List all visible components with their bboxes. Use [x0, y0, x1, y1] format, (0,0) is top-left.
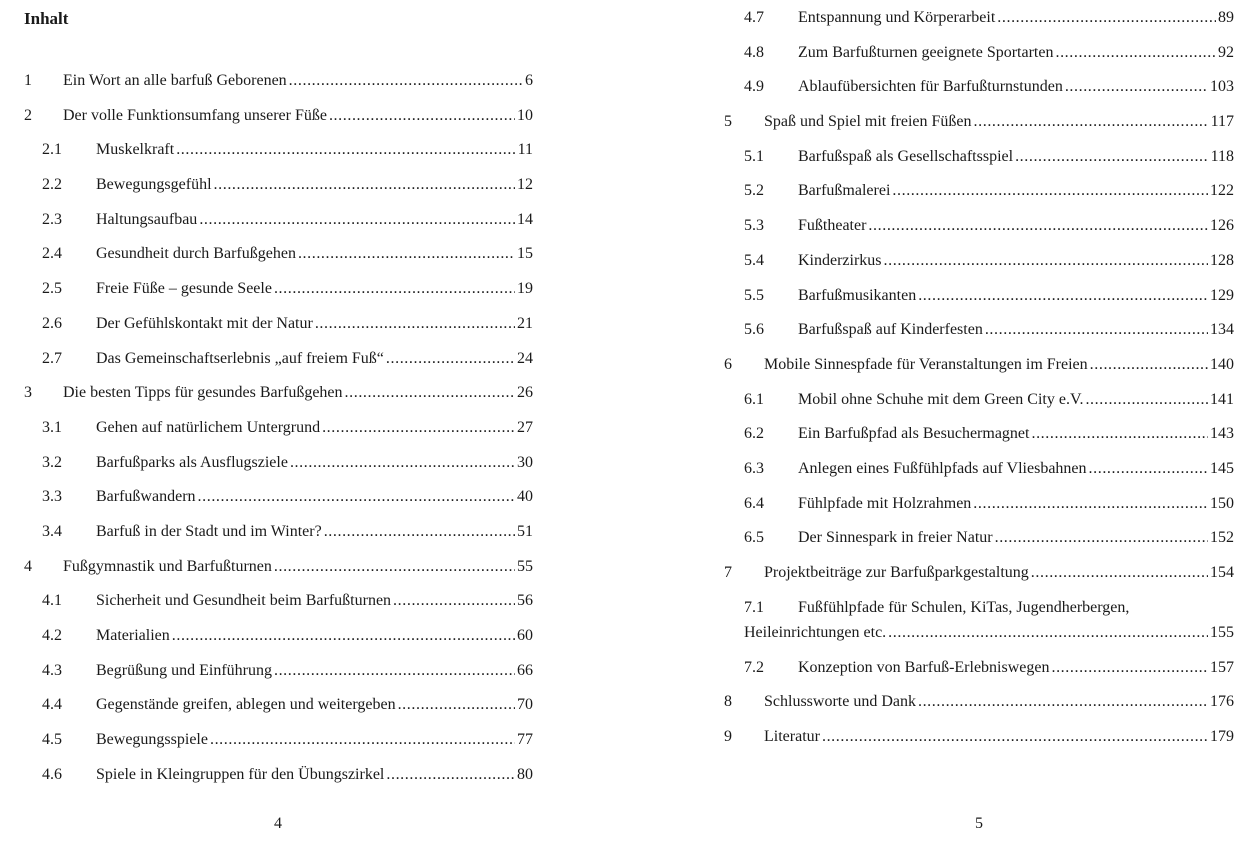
- dot-leader: [210, 730, 515, 750]
- dot-leader: [1090, 355, 1208, 375]
- toc-entry[interactable]: [0, 383, 560, 418]
- entry-page: 21: [517, 314, 533, 332]
- entry-title: Die besten Tipps für gesundes Barfußgehen: [63, 384, 343, 402]
- dot-leader: [985, 320, 1208, 340]
- entry-title: Der volle Funktionsumfang unserer Füße: [63, 106, 327, 124]
- entry-title: Projektbeiträge zur Barfußparkgestaltung: [764, 564, 1029, 581]
- entry-page: 60: [517, 627, 533, 644]
- entry-number: 5.1: [744, 147, 764, 165]
- toc-entry[interactable]: [0, 418, 560, 453]
- right-page: [700, 0, 1258, 841]
- toc-entry[interactable]: [700, 598, 1258, 658]
- entry-page: 179: [1210, 728, 1234, 746]
- toc-entry[interactable]: [700, 77, 1258, 112]
- dot-leader: [884, 251, 1208, 271]
- entry-number: 4.7: [744, 9, 764, 26]
- dot-leader: [324, 522, 515, 542]
- entry-number: 5.5: [744, 286, 764, 304]
- entry-page: 40: [517, 488, 533, 506]
- entry-title: Barfußwandern: [96, 488, 196, 506]
- dot-leader: [329, 106, 515, 126]
- toc-entry[interactable]: [700, 459, 1258, 494]
- entry-number: 9: [724, 728, 732, 746]
- entry-title: Kinderzirkus: [798, 251, 882, 269]
- entry-title: Ablaufübersichten für Barfußturnstunden: [798, 78, 1063, 96]
- entry-page: 141: [1210, 390, 1234, 408]
- entry-title-line2: Heileinrichtungen etc.: [744, 623, 887, 641]
- dot-leader: [868, 216, 1208, 236]
- entry-page: 155: [1210, 623, 1234, 641]
- dot-leader: [199, 210, 515, 230]
- entry-number: 2.5: [42, 280, 62, 298]
- entry-title: Materialien: [96, 627, 170, 644]
- dot-leader: [214, 175, 515, 195]
- entry-title: Gehen auf natürlichem Untergrund: [96, 418, 321, 436]
- entry-number: 5.2: [744, 182, 764, 200]
- entry-title: Haltungsaufbau: [96, 210, 198, 228]
- entry-title: Der Gefühlskontakt mit der Natur: [96, 314, 313, 332]
- dot-leader: [918, 286, 1208, 306]
- toc-entry[interactable]: [700, 390, 1258, 425]
- entry-page: 15: [517, 245, 533, 263]
- toc-entry[interactable]: [0, 106, 560, 141]
- entry-page: 12: [517, 176, 533, 194]
- entry-page: 77: [517, 731, 533, 749]
- toc-list-right: [700, 8, 1258, 762]
- entry-page: 70: [517, 696, 533, 714]
- entry-number: 4.9: [744, 78, 764, 96]
- entry-number: 6.3: [744, 459, 764, 477]
- entry-number: 4.8: [744, 43, 764, 61]
- toc-entry[interactable]: [0, 522, 560, 557]
- entry-number: 3.2: [42, 453, 62, 471]
- toc-entry[interactable]: [0, 210, 560, 245]
- dot-leader: [290, 453, 515, 473]
- toc-entry[interactable]: [700, 251, 1258, 286]
- toc-entry[interactable]: [0, 349, 560, 384]
- toc-heading: Inhalt: [24, 9, 69, 28]
- entry-page: 140: [1210, 355, 1234, 373]
- entry-page: 157: [1210, 658, 1234, 676]
- dot-leader: [973, 494, 1208, 514]
- toc-entry[interactable]: [0, 140, 560, 175]
- toc-entry[interactable]: [0, 626, 560, 661]
- entry-number: 4.5: [42, 731, 62, 749]
- dot-leader: [1051, 658, 1208, 678]
- toc-list-left: [0, 71, 560, 799]
- entry-page: 150: [1210, 494, 1234, 512]
- entry-page: 80: [517, 765, 533, 783]
- entry-title: Ein Wort an alle barfuß Geborenen: [63, 72, 287, 89]
- dot-leader: [386, 349, 515, 369]
- toc-entry[interactable]: [0, 695, 560, 730]
- dot-leader: [974, 112, 1209, 132]
- entry-title: Zum Barfußturnen geeignete Sportarten: [798, 43, 1054, 61]
- toc-entry[interactable]: [700, 727, 1258, 762]
- entry-title: Barfußmalerei: [798, 182, 891, 200]
- dot-leader: [386, 765, 515, 785]
- entry-page: 6: [525, 72, 533, 89]
- dot-leader: [198, 487, 515, 507]
- entry-title: Der Sinnespark in freier Natur: [798, 529, 993, 547]
- toc-entry[interactable]: [0, 730, 560, 765]
- entry-title: Gegenstände greifen, ablegen und weitergeben: [96, 696, 396, 714]
- entry-page: 134: [1210, 321, 1234, 339]
- dot-leader: [274, 557, 515, 577]
- entry-number: 2.6: [42, 314, 62, 332]
- entry-page: 122: [1210, 182, 1234, 200]
- entry-page: 19: [517, 280, 533, 298]
- entry-number: 5.3: [744, 217, 764, 235]
- entry-title: Bewegungsspiele: [96, 731, 208, 749]
- toc-entry[interactable]: [0, 279, 560, 314]
- toc-entry[interactable]: [700, 424, 1258, 459]
- entry-number: 5: [724, 113, 732, 131]
- entry-number: 2.4: [42, 245, 62, 263]
- entry-number: 4.2: [42, 627, 62, 644]
- dot-leader: [1055, 43, 1216, 63]
- toc-entry[interactable]: [0, 314, 560, 349]
- toc-entry[interactable]: [700, 286, 1258, 321]
- entry-title: Sicherheit und Gesundheit beim Barfußturnen: [96, 592, 392, 610]
- entry-page: 129: [1210, 286, 1234, 304]
- entry-number: 6.2: [744, 425, 764, 443]
- entry-page: 27: [517, 418, 533, 436]
- entry-title: Konzeption von Barfuß-Erlebniswegen: [798, 658, 1050, 676]
- entry-number: 1: [24, 72, 32, 89]
- entry-number: 6.5: [744, 529, 764, 547]
- dot-leader: [888, 623, 1208, 643]
- entry-page: 66: [517, 661, 533, 679]
- entry-title-line1: Fußfühlpfade für Schulen, KiTas, Jugendherbergen,: [798, 598, 1130, 616]
- dot-leader: [1085, 390, 1208, 410]
- toc-entry[interactable]: [0, 71, 560, 106]
- entry-number: 6.1: [744, 390, 764, 408]
- toc-entry[interactable]: [700, 355, 1258, 390]
- entry-number: 4.6: [42, 765, 62, 783]
- entry-title: Anlegen eines Fußfühlpfads auf Vliesbahnen: [798, 459, 1087, 477]
- entry-number: 3.4: [42, 522, 62, 540]
- entry-title: Mobile Sinnespfade für Veranstaltungen im Freien: [764, 355, 1088, 373]
- entry-number: 4: [24, 557, 32, 575]
- entry-title: Literatur: [764, 728, 820, 746]
- entry-page: 128: [1210, 251, 1234, 269]
- entry-title: Spiele in Kleingruppen für den Übungszirkel: [96, 765, 385, 783]
- dot-leader: [995, 528, 1208, 548]
- entry-number: 3.3: [42, 488, 62, 506]
- entry-number: 5.4: [744, 251, 764, 269]
- toc-entry[interactable]: [700, 692, 1258, 727]
- dot-leader: [315, 314, 515, 334]
- entry-title: Entspannung und Körperarbeit: [798, 9, 996, 26]
- entry-title: Barfuß in der Stadt und im Winter?: [96, 522, 322, 540]
- toc-entry[interactable]: [700, 563, 1258, 598]
- entry-number: 3: [24, 384, 32, 402]
- entry-number: 4.3: [42, 661, 62, 679]
- entry-title: Spaß und Spiel mit freien Füßen: [764, 113, 972, 131]
- toc-entry[interactable]: [700, 112, 1258, 147]
- entry-number: 7.1: [744, 598, 764, 616]
- toc-entry[interactable]: [0, 557, 560, 592]
- entry-page: 118: [1210, 147, 1234, 165]
- entry-page: 152: [1210, 529, 1234, 547]
- entry-number: 7: [724, 564, 732, 581]
- toc-entry[interactable]: [700, 43, 1258, 78]
- toc-entry[interactable]: [700, 320, 1258, 355]
- entry-number: 3.1: [42, 418, 62, 436]
- dot-leader: [322, 418, 515, 438]
- dot-leader: [1031, 563, 1208, 583]
- entry-number: 4.1: [42, 592, 62, 610]
- dot-leader: [1015, 147, 1209, 167]
- toc-entry[interactable]: [700, 216, 1258, 251]
- entry-page: 92: [1218, 43, 1234, 61]
- entry-page: 14: [517, 210, 533, 228]
- dot-leader: [1031, 424, 1208, 444]
- toc-entry[interactable]: [700, 8, 1258, 43]
- entry-number: 6.4: [744, 494, 764, 512]
- dot-leader: [398, 695, 515, 715]
- page-number-right: 5: [975, 815, 983, 832]
- dot-leader: [274, 279, 515, 299]
- toc-entry[interactable]: [700, 528, 1258, 563]
- dot-leader: [1065, 77, 1208, 97]
- left-page: [0, 0, 560, 841]
- entry-number: 4.4: [42, 696, 62, 714]
- entry-title: Barfußspaß auf Kinderfesten: [798, 321, 983, 339]
- entry-page: 51: [517, 522, 533, 540]
- toc-entry[interactable]: [700, 181, 1258, 216]
- entry-title: Barfußparks als Ausflugsziele: [96, 453, 288, 471]
- entry-number: 2.3: [42, 210, 62, 228]
- toc-entry[interactable]: [700, 658, 1258, 693]
- toc-entry[interactable]: [0, 453, 560, 488]
- dot-leader: [1089, 459, 1208, 479]
- entry-page: 143: [1210, 425, 1234, 443]
- entry-title: Fußgymnastik und Barfußturnen: [63, 557, 272, 575]
- entry-page: 117: [1210, 113, 1234, 131]
- dot-leader: [289, 71, 523, 91]
- dot-leader: [176, 140, 515, 160]
- dot-leader: [997, 8, 1216, 28]
- entry-number: 6: [724, 355, 732, 373]
- entry-title: Das Gemeinschaftserlebnis „auf freiem Fuß“: [96, 349, 384, 367]
- entry-page: 176: [1210, 693, 1234, 711]
- entry-number: 2.7: [42, 349, 62, 367]
- entry-title: Muskelkraft: [96, 141, 175, 159]
- dot-leader: [393, 591, 515, 611]
- entry-title: Fußtheater: [798, 217, 867, 235]
- entry-number: 5.6: [744, 321, 764, 339]
- entry-page: 126: [1210, 217, 1234, 235]
- toc-entry[interactable]: [0, 244, 560, 279]
- entry-page: 103: [1210, 78, 1234, 96]
- entry-number: 2.1: [42, 141, 62, 159]
- toc-entry[interactable]: [0, 591, 560, 626]
- entry-page: 89: [1218, 9, 1234, 26]
- toc-entry[interactable]: [0, 661, 560, 696]
- entry-page: 56: [517, 592, 533, 610]
- entry-title: Bewegungsgefühl: [96, 176, 212, 194]
- dot-leader: [892, 181, 1208, 201]
- entry-number: 2.2: [42, 176, 62, 194]
- dot-leader: [822, 727, 1208, 747]
- dot-leader: [918, 692, 1208, 712]
- entry-title: Ein Barfußpfad als Besuchermagnet: [798, 425, 1030, 443]
- entry-page: 10: [517, 106, 533, 124]
- entry-page: 30: [517, 453, 533, 471]
- toc-entry[interactable]: [0, 765, 560, 800]
- toc-entry[interactable]: [0, 487, 560, 522]
- entry-title: Begrüßung und Einführung: [96, 661, 272, 679]
- entry-number: 2: [24, 106, 32, 124]
- entry-page: 55: [517, 557, 533, 575]
- dot-leader: [172, 626, 515, 646]
- entry-title: Schlussworte und Dank: [764, 693, 916, 711]
- toc-entry[interactable]: [700, 147, 1258, 182]
- entry-title: Fühlpfade mit Holzrahmen: [798, 494, 972, 512]
- toc-entry[interactable]: [700, 494, 1258, 529]
- entry-title: Barfußspaß als Gesellschaftsspiel: [798, 147, 1014, 165]
- entry-page: 154: [1210, 564, 1234, 581]
- entry-page: 26: [517, 384, 533, 402]
- dot-leader: [298, 244, 515, 264]
- entry-number: 8: [724, 693, 732, 711]
- entry-title: Freie Füße – gesunde Seele: [96, 280, 272, 298]
- entry-number: 7.2: [744, 658, 764, 676]
- entry-title: Barfußmusikanten: [798, 286, 917, 304]
- toc-entry[interactable]: [0, 175, 560, 210]
- page-number-left: 4: [274, 815, 282, 832]
- entry-title: Gesundheit durch Barfußgehen: [96, 245, 296, 263]
- dot-leader: [345, 383, 515, 403]
- entry-page: 24: [517, 349, 533, 367]
- entry-title: Mobil ohne Schuhe mit dem Green City e.V.: [798, 390, 1084, 408]
- dot-leader: [274, 661, 515, 681]
- entry-page: 145: [1210, 459, 1234, 477]
- entry-page: 11: [517, 141, 533, 159]
